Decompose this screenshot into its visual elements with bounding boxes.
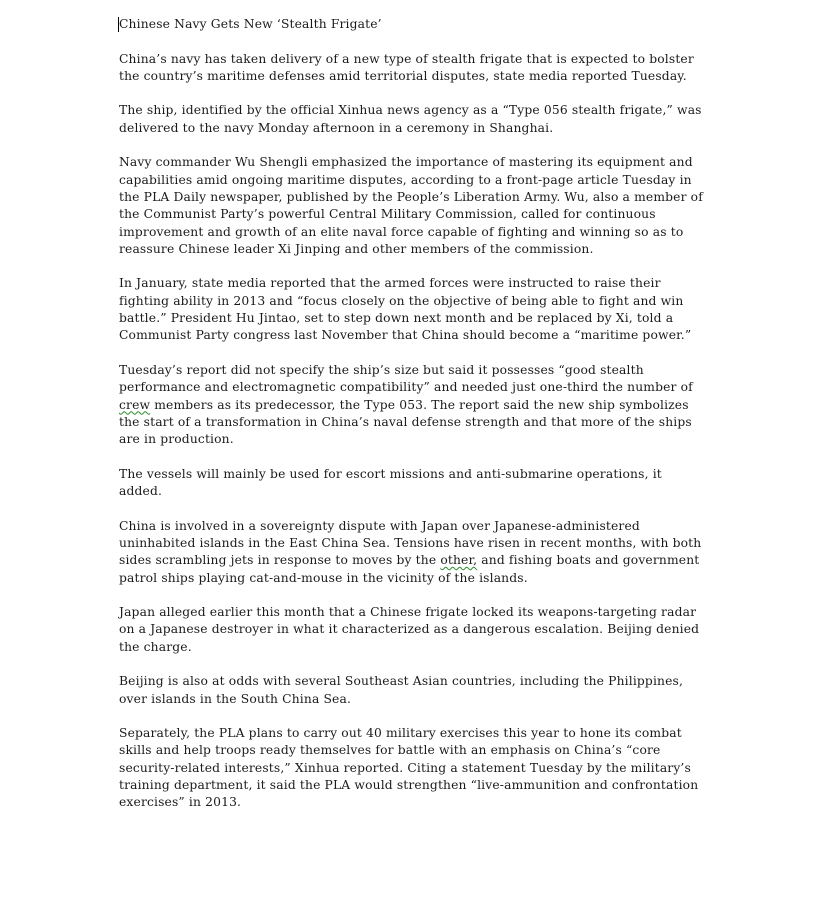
spellcheck-flagged-word[interactable]: other, <box>440 553 478 568</box>
paragraph: Navy commander Wu Shengli emphasized the importance of mastering its equipment and capabilities amid ongoing maritime disputes, according to a front-page article Tuesday in the PLA Daily newspaper, published by the People’s Liberation Army. Wu, also a member of the Communist Party’s powerful Central Military Commission, called for continuous improvement and growth of an elite naval force capable of fighting and winning so as to reassure Chinese leader Xi Jinping and other members of the commission. <box>119 155 703 256</box>
article-title-text: Chinese Navy Gets New ‘Stealth Frigate’ <box>119 17 382 31</box>
paragraph: The vessels will mainly be used for escort missions and anti-submarine operations, it added. <box>119 466 662 499</box>
paragraph-text: Tuesday’s report did not specify the ship’s size but said it possesses “good stealth performance and electromagnetic compatibility” and needed just one-third the number of <box>119 362 693 395</box>
paragraph: Japan alleged earlier this month that a Chinese frigate locked its weapons-targeting radar on a Japanese destroyer in what it characterized as a dangerous escalation. Beijing denied the charge. <box>119 605 700 654</box>
spellcheck-flagged-word[interactable]: crew <box>119 397 151 412</box>
paragraph <box>119 518 704 587</box>
paragraph-text: China is involved in a sovereignty dispute with Japan over Japanese-administered uninhabited islands in the East China Sea. Tensions have risen in recent months, with both sides scrambling jets in response to moves by the <box>119 518 702 568</box>
paragraph <box>119 362 704 448</box>
paragraph-text: and fishing boats and government patrol ships playing cat-and-mouse in the vicinity of the islands. <box>119 553 700 585</box>
text-cursor <box>118 17 119 32</box>
paragraph: Separately, the PLA plans to carry out 40 military exercises this year to hone its combat skills and help troops ready themselves for battle with an emphasis on China’s “core security-related interests,” Xinhua reported. Citing a statement Tuesday by the military’s training department, it said the PLA would strengthen “live-ammunition and confrontation exercises” in 2013. <box>119 726 699 810</box>
article-title <box>119 16 704 33</box>
paragraph: The ship, identified by the official Xinhua news agency as a “Type 056 stealth frigate,” was delivered to the navy Monday afternoon in a ceremony in Shanghai. <box>119 103 702 135</box>
paragraph: China’s navy has taken delivery of a new type of stealth frigate that is expected to bolster the country’s maritime defenses amid territorial disputes, state media reported Tuesday. <box>119 51 694 83</box>
paragraph: In January, state media reported that the armed forces were instructed to raise their fighting ability in 2013 and “focus closely on the objective of being able to fight and win battle.” President Hu Jintao, set to step down next month and be replaced by Xi, told a Communist Party congress last November that China should become a “maritime power.” <box>119 276 692 343</box>
document-body[interactable] <box>119 16 704 829</box>
paragraph-text: members as its predecessor, the Type 053. The report said the new ship symbolizes the start of a transformation in China’s naval defense strength and that more of the ships are in production. <box>119 397 692 447</box>
paragraph: Beijing is also at odds with several Southeast Asian countries, including the Philippines, over islands in the South China Sea. <box>119 674 684 706</box>
